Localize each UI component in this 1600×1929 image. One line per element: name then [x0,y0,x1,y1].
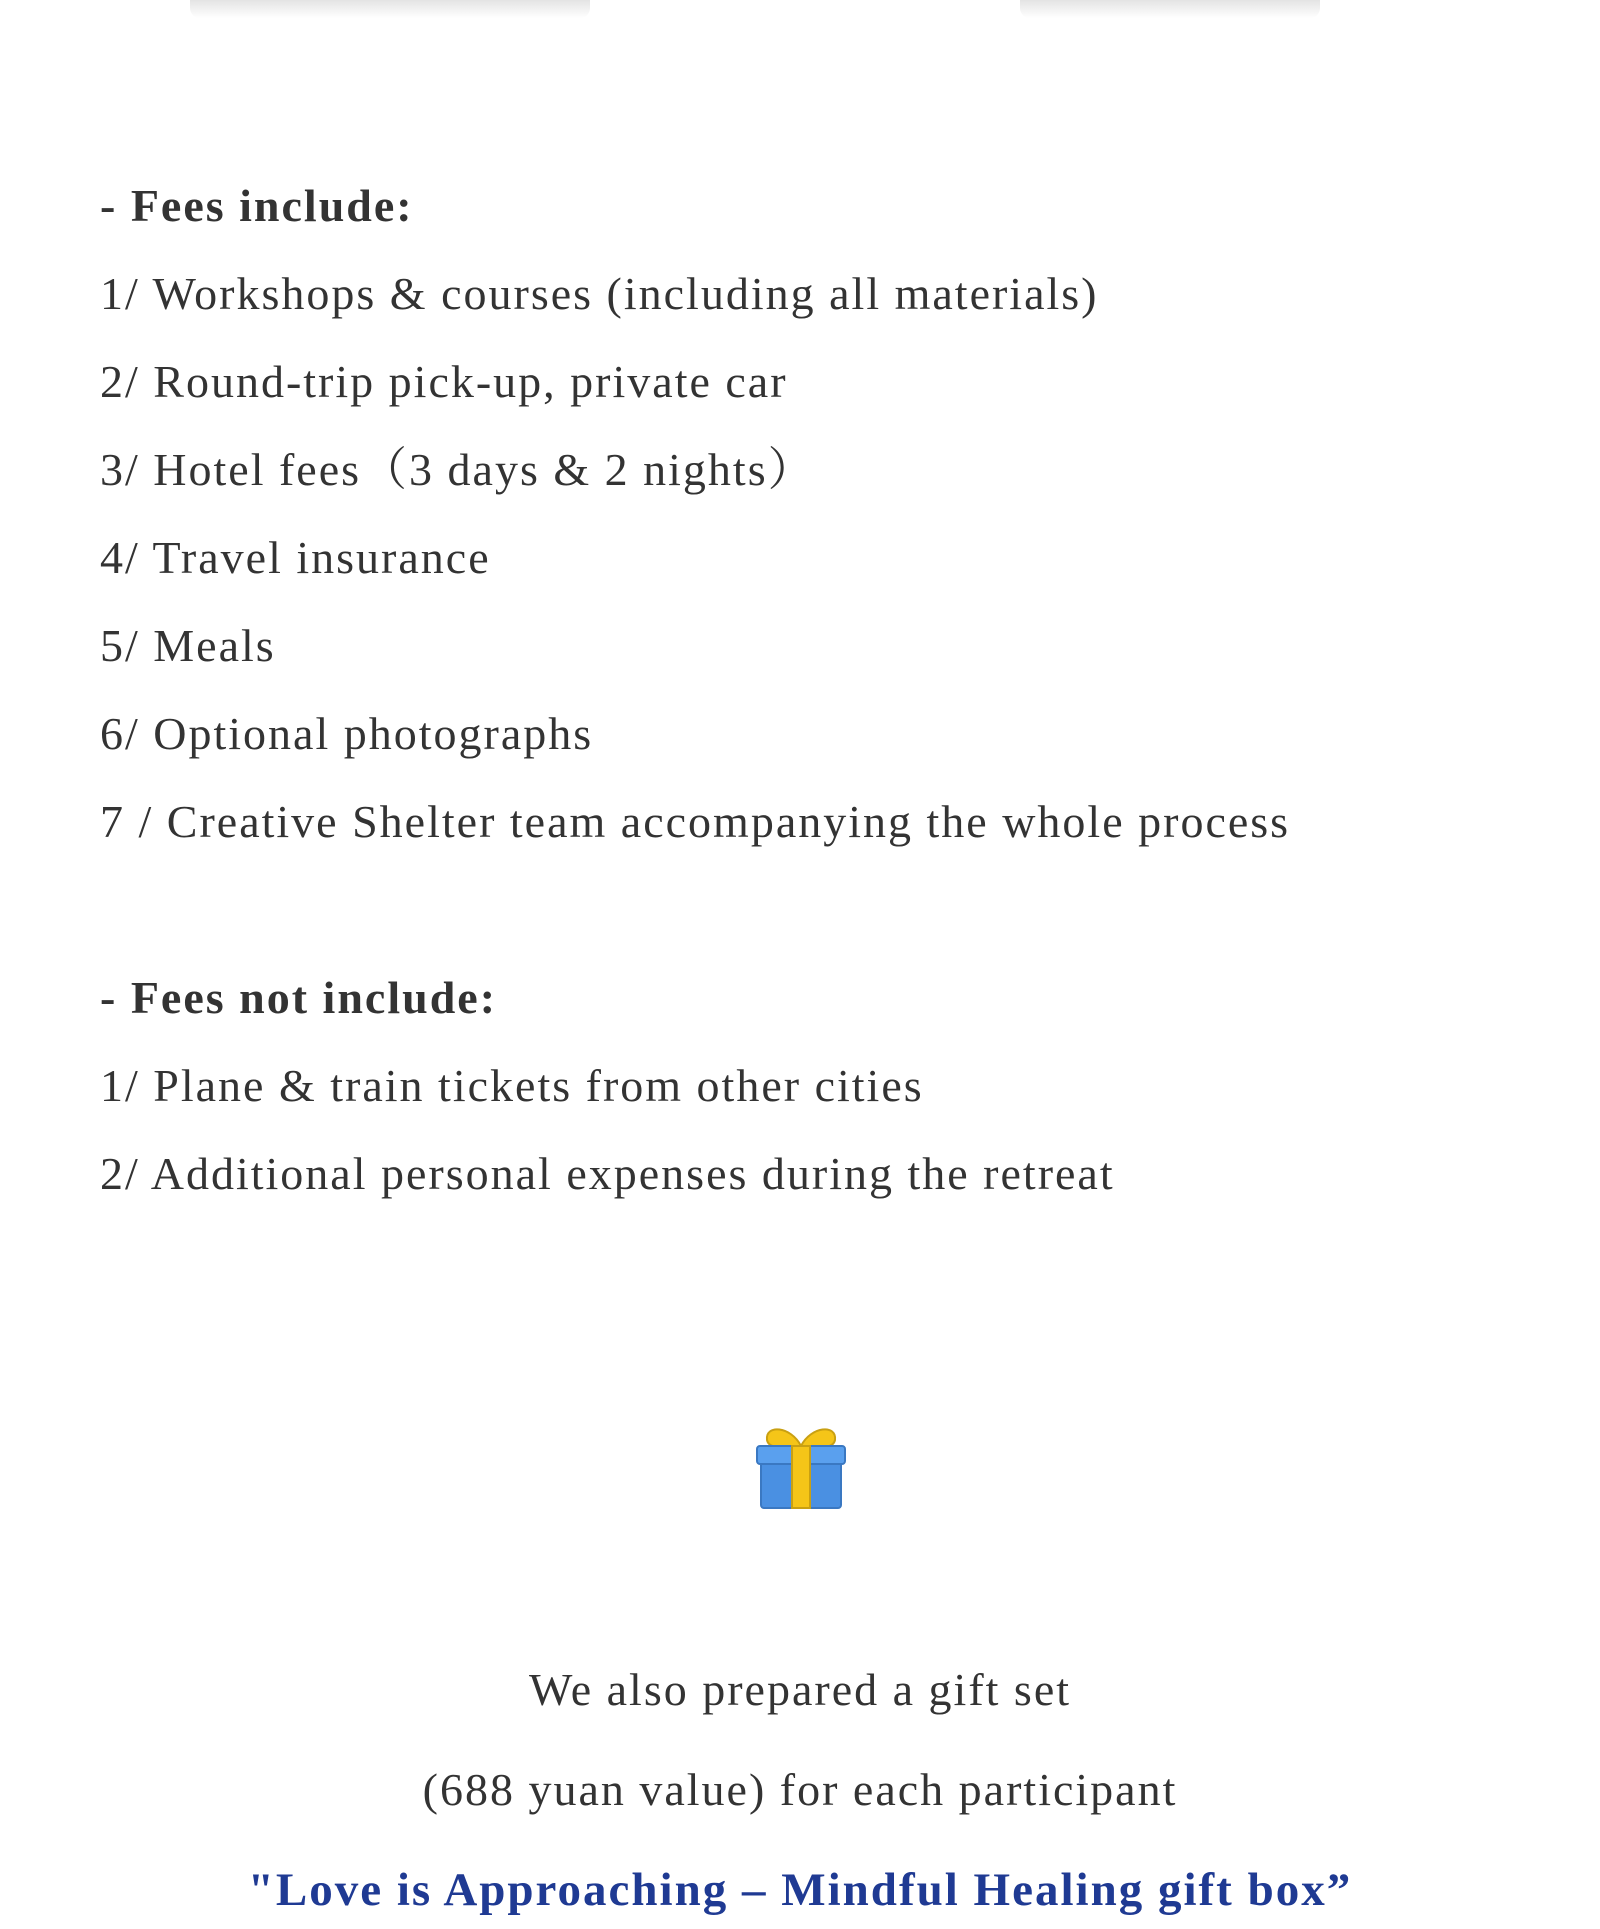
fees-include-item: 2/ Round-trip pick-up, private car [100,356,788,407]
fees-include-item: 5/ Meals [100,620,276,671]
fees-include-item: 6/ Optional photographs [100,708,594,759]
fees-include-item: 1/ Workshops & courses (including all materials) [100,268,1099,319]
fees-include-item: 4/ Travel insurance [100,532,491,583]
fees-include-section [100,162,1520,866]
top-image-edge [0,0,1600,40]
fees-include-heading: - Fees include: [100,180,414,231]
fees-not-include-item: 1/ Plane & train tickets from other cities [100,1060,924,1111]
fees-include-item: 7 / Creative Shelter team accompanying the whole process [100,796,1291,847]
gift-text-line-2: (688 yuan value) for each participant [422,1764,1178,1815]
fees-not-include-item: 2/ Additional personal expenses during the retreat [100,1148,1115,1199]
gift-box-name: "Love is Approaching – Mindful Healing gift box” [247,1864,1353,1916]
fees-include-item: 3/ Hotel fees（3 days & 2 nights） [100,444,816,495]
gift-icon [755,1422,847,1510]
fees-not-include-section [100,954,1520,1218]
fees-not-include-heading: - Fees not include: [100,972,498,1023]
image-edge-left [190,0,590,18]
gift-text-line-1: We also prepared a gift set [528,1664,1072,1715]
image-edge-right [1020,0,1320,18]
